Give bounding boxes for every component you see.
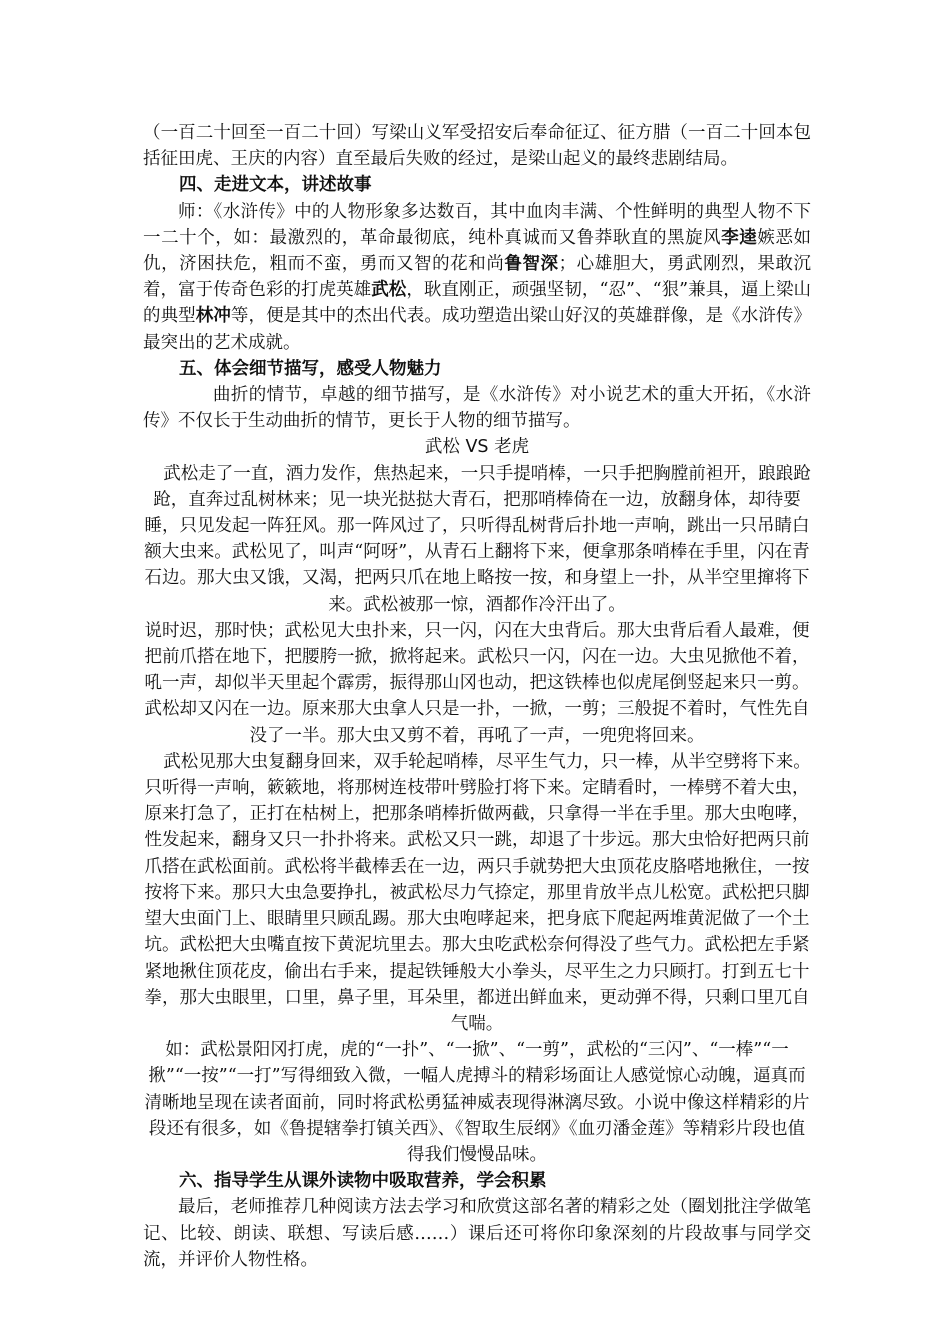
character-name-li-kui: 李逵 <box>721 227 758 248</box>
character-name-wu-song: 武松 <box>371 280 407 301</box>
section-5-heading: 五、体会细节描写，感受人物魅力 <box>179 358 442 379</box>
section-4-text-a: 师：《水浒传》中的人物形象多达数百，其中血肉丰满、个性鲜明的典型人物不下一二十个，如：最激烈的，革命最彻底，纯朴真诚而又鲁莽耿直的黑旋风 <box>143 201 811 248</box>
section-6-heading: 六、指导学生从课外读物中吸取营养，学会积累 <box>179 1171 547 1192</box>
excerpt-paragraph-2: 说时迟，那时快；武松见大虫扑来，只一闪，闪在大虫背后。那大虫背后看人最难，便把前爪搭在地下，把腰胯一掀，掀将起来。武松只一闪，闪在一边。大虫见掀他不着，吼一声，却似半天里起个霹雳，振得那山冈也动，把这铁棒也似虎尾倒竖起来只一剪。武松却又闪在一边。原来那大虫拿人只是一扑，一掀，一剪；三般捉不着时，气性先自没了一半。那大虫又剪不着，再吼了一声，一兜兜将回来。 <box>144 620 810 746</box>
section-6-paragraph: 最后，老师推荐几种阅读方法去学习和欣赏这部名著的精彩之处（圈划批注学做笔记、比较、朗读、联想、写读后感……）课后还可将你印象深刻的片段故事与同学交流，并评价人物性格。 <box>143 1197 811 1270</box>
section-4-heading: 四、走进文本，讲述故事 <box>179 175 372 196</box>
section-4-text-d: ，耿直刚正，顽强坚韧，“忍”、“狠”兼具，逼上梁山的典型 <box>143 280 811 327</box>
document-page <box>143 120 811 1273</box>
excerpt-subtitle: 武松 VS 老虎 <box>424 437 530 458</box>
section-4-text-b: 嫉恶如仇，济困扶危，粗而不蛮，勇而又智的花和尚 <box>143 227 812 275</box>
section-4-text-e: 等，便是其中的杰出代表。成功塑造出梁山好汉的英雄群像，是《水浒传》最突出的艺术成就。 <box>143 306 812 353</box>
section-4-text-c: ；心雄胆大，勇武刚烈，果敢沉着，富于传奇色彩的打虎英雄 <box>143 254 812 301</box>
excerpt-paragraph-3: 武松见那大虫复翻身回来，双手轮起哨棒，尽平生气力，只一棒，从半空劈将下来。只听得一声响，簌簌地，将那树连枝带叶劈脸打将下来。定睛看时，一棒劈不着大虫，原来打急了，正打在枯树上，把那条哨棒折做两截，只拿得一半在手里。那大虫咆哮，性发起来，翻身又只一扑扑将来。武松又只一跳，却退了十步远。那大虫恰好把两只前爪搭在武松面前。武松将半截棒丢在一边，两只手就势把大虫顶花皮胳嗒地揪住，一按按将下来。那只大虫急要挣扎，被武松尽力气捺定，那里肯放半点儿松宽。武松把只脚望大虫面门上、眼睛里只顾乱踢。那大虫咆哮起来，把身底下爬起两堆黄泥做了一个土坑。武松把大虫嘴直按下黄泥坑里去。那大虫吃武松奈何得没了些气力。武松把左手紧紧地揪住顶花皮，偷出右手来，提起铁锤般大小拳头，尽平生之力只顾打。打到五七十拳，那大虫眼里，口里，鼻子里，耳朵里，都迸出鲜血来，更动弹不得，只剩口里兀自气喘。 <box>144 751 811 1034</box>
character-name-lin-chong: 林冲 <box>195 306 231 327</box>
section-4-paragraph <box>143 199 811 356</box>
character-name-lu-zhishen: 鲁智深 <box>504 254 559 275</box>
analysis-paragraph: 如：武松景阳冈打虎，虎的“一扑”、“一掀”、“一剪”，武松的“三闪”、“一棒”“一揪”“一按”“一打”写得细致入微，一幅人虎搏斗的精彩场面让人感觉惊心动魄，逼真而清晰地呈现在读者面前，同时将武松勇猛神威表现得淋漓尽致。小说中像这样精彩的片段还有很多，如《鲁提辖拳打镇关西》、《智取生辰纲》《血刃潘金莲》等精彩片段也值得我们慢慢品味。 <box>144 1040 810 1165</box>
section-5-intro-paragraph: 曲折的情节，卓越的细节描写，是《水浒传》对小说艺术的重大开拓，《水浒传》不仅长于生动曲折的情节，更长于人物的细节描写。 <box>143 385 811 432</box>
intro-paragraph: （一百二十回至一百二十回）写梁山义军受招安后奉命征辽、征方腊（一百二十回本包括征田虎、王庆的内容）直至最后失败的经过，是梁山起义的最终悲剧结局。 <box>143 123 811 170</box>
excerpt-paragraph-1: 武松走了一直，酒力发作，焦热起来，一只手提哨棒，一只手把胸膛前袒开，踉踉跄跄，直奔过乱树林来；见一块光挞挞大青石，把那哨棒倚在一边，放翻身体，却待要睡，只见发起一阵狂风。那一阵风过了，只听得乱树背后扑地一声响，跳出一只吊睛白额大虫来。武松见了，叫声“阿呀”，从青石上翻将下来，便拿那条哨棒在手里，闪在青石边。那大虫又饿，又渴，把两只爪在地上略按一按，和身望上一扑，从半空里撺将下来。武松被那一惊，酒都作冷汗出了。 <box>144 463 811 615</box>
